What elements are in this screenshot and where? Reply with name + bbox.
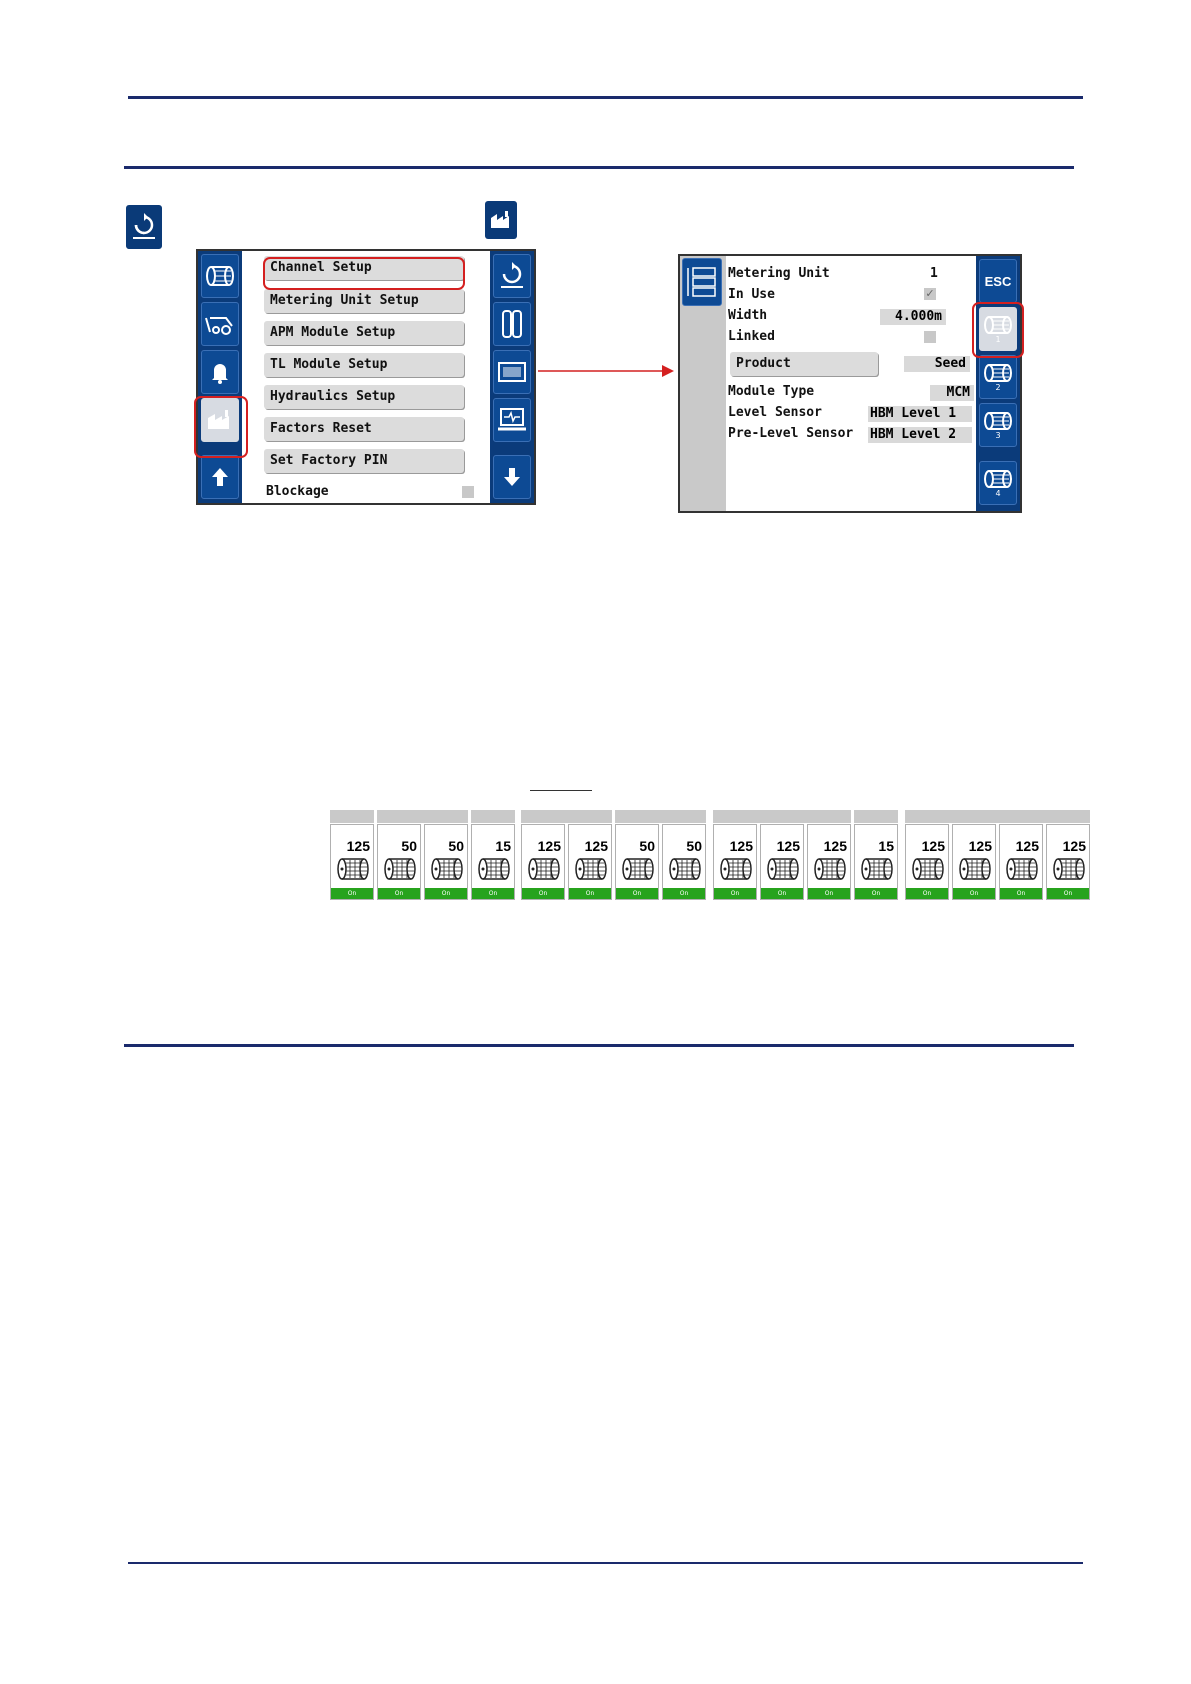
tile-2-2 [568, 824, 612, 900]
tile-value: 125 [776, 838, 800, 854]
arrow-up-button[interactable] [201, 455, 239, 499]
metering-roller-icon [336, 857, 370, 885]
unit-4-number: 4 [995, 488, 1001, 498]
metering-roller-icon [958, 857, 992, 885]
group-2-header-a [521, 810, 612, 823]
highlight-factory-button [194, 396, 248, 458]
footer-rule [128, 1562, 1083, 1564]
tile-status: On [472, 888, 514, 899]
metering-unit-label: Metering Unit [728, 266, 830, 281]
group-3-header-b [854, 810, 898, 823]
menu-hydraulics-setup[interactable]: Hydraulics Setup [264, 385, 464, 409]
product-label: Product [736, 356, 791, 371]
tile-4-1 [905, 824, 949, 900]
tile-3-1 [713, 824, 757, 900]
level-sensor-label: Level Sensor [728, 405, 822, 420]
tile-value: 125 [584, 838, 608, 854]
tile-status: On [855, 888, 897, 899]
group-1-header-c [471, 810, 515, 823]
blockage-checkbox[interactable] [462, 486, 474, 498]
tile-1-4 [471, 824, 515, 900]
in-use-checkbox[interactable]: ✓ [925, 287, 935, 300]
metering-roller-icon [1005, 857, 1039, 885]
esc-button[interactable] [979, 259, 1017, 303]
menu-set-factory-pin[interactable]: Set Factory PIN [264, 449, 464, 473]
tile-1-2 [377, 824, 421, 900]
tile-value: 125 [1015, 838, 1039, 854]
display-button[interactable] [493, 350, 531, 394]
group-2-header-b [615, 810, 706, 823]
recirculate-icon [126, 205, 162, 249]
tile-2-4 [662, 824, 706, 900]
tile-2-1 [521, 824, 565, 900]
tile-status: On [1047, 888, 1089, 899]
group-3-header-a [713, 810, 851, 823]
tile-status: On [425, 888, 467, 899]
module-type-label: Module Type [728, 384, 815, 399]
metering-roller-icon [527, 857, 561, 885]
blockage-label: Blockage [266, 484, 329, 499]
header-rule [128, 96, 1083, 99]
tile-value: 50 [639, 838, 655, 854]
metering-roller-icon [911, 857, 945, 885]
tile-status: On [331, 888, 373, 899]
unit-3-number: 3 [995, 430, 1001, 440]
tile-4-3 [999, 824, 1043, 900]
unit-2-button[interactable] [979, 355, 1017, 399]
tile-4-4 [1046, 824, 1090, 900]
metering-unit-value: 1 [930, 266, 938, 281]
layout-button[interactable] [682, 258, 722, 306]
tile-status: On [663, 888, 705, 899]
pre-level-sensor-value[interactable]: HBM Level 2 [868, 427, 972, 443]
alarm-bell-button[interactable] [201, 350, 239, 394]
metering-roller-icon [574, 857, 608, 885]
metering-roller-icon [1052, 857, 1086, 885]
metering-roller-icon [668, 857, 702, 885]
product-value: Seed [904, 356, 970, 372]
menu-channel-setup[interactable]: Channel Setup [264, 256, 464, 280]
unit-3-button[interactable] [979, 403, 1017, 447]
units-sidebar [976, 256, 1020, 511]
tile-2-3 [615, 824, 659, 900]
pre-level-sensor-label: Pre-Level Sensor [728, 426, 854, 441]
width-value[interactable]: 4.000m [880, 309, 946, 325]
linked-label: Linked [728, 329, 775, 344]
metering-roller-icon [813, 857, 847, 885]
tile-value: 125 [921, 838, 945, 854]
section-rule-top [124, 166, 1074, 169]
tile-value: 125 [1062, 838, 1086, 854]
tile-status: On [714, 888, 756, 899]
tile-3-4 [854, 824, 898, 900]
highlight-channel-setup [263, 257, 465, 290]
group-1-header-b [377, 810, 468, 823]
metering-roller-icon [719, 857, 753, 885]
menu-apm-module-setup[interactable]: APM Module Setup [264, 321, 464, 345]
linked-checkbox[interactable] [924, 331, 936, 343]
left-panel [680, 256, 726, 511]
unit-4-button[interactable] [979, 461, 1017, 505]
section-rule-bottom [124, 1044, 1074, 1047]
metering-roller-icon [621, 857, 655, 885]
monitor-button[interactable] [493, 398, 531, 442]
tile-value: 125 [968, 838, 992, 854]
tile-status: On [808, 888, 850, 899]
group-1-header-a [330, 810, 374, 823]
tile-value: 50 [401, 838, 417, 854]
tile-status: On [953, 888, 995, 899]
metering-roller-icon [430, 857, 464, 885]
tile-status: On [522, 888, 564, 899]
metering-roller-button[interactable] [201, 254, 239, 298]
tile-status: On [378, 888, 420, 899]
tile-value: 125 [537, 838, 561, 854]
esc-label: ESC [984, 273, 1012, 289]
tile-value: 50 [448, 838, 464, 854]
tile-value: 50 [686, 838, 702, 854]
tile-status: On [761, 888, 803, 899]
tile-value: 15 [495, 838, 511, 854]
tile-value: 125 [346, 838, 370, 854]
channel-setup-screen [678, 254, 1022, 513]
tile-4-2 [952, 824, 996, 900]
tile-status: On [1000, 888, 1042, 899]
metering-unit-strip [330, 810, 1090, 897]
tile-status: On [906, 888, 948, 899]
product-button[interactable] [730, 352, 878, 376]
tile-3-3 [807, 824, 851, 900]
factory-icon [485, 201, 517, 239]
underline-mark [530, 790, 592, 791]
recirculate-button[interactable] [493, 254, 531, 298]
tile-1-1 [330, 824, 374, 900]
tile-value: 125 [823, 838, 847, 854]
tile-status: On [616, 888, 658, 899]
metering-roller-icon [860, 857, 894, 885]
unit-1-number: 1 [995, 334, 1001, 344]
tile-value: 15 [878, 838, 894, 854]
tile-3-2 [760, 824, 804, 900]
metering-roller-icon [766, 857, 800, 885]
highlight-unit-1 [972, 302, 1024, 358]
module-type-value: MCM [930, 385, 974, 401]
left-sidebar [198, 251, 242, 503]
connector-arrow [538, 362, 674, 374]
seeder-button[interactable] [201, 302, 239, 346]
menu-metering-unit-setup[interactable]: Metering Unit Setup [264, 289, 464, 313]
level-sensor-value[interactable]: HBM Level 1 [868, 406, 972, 422]
in-use-label: In Use [728, 287, 775, 302]
right-sidebar [490, 251, 534, 503]
tile-status: On [569, 888, 611, 899]
metering-roller-icon [383, 857, 417, 885]
group-4-header [905, 810, 1090, 823]
menu-factors-reset[interactable]: Factors Reset [264, 417, 464, 441]
tile-1-3 [424, 824, 468, 900]
tank-button[interactable] [493, 302, 531, 346]
unit-2-number: 2 [995, 382, 1001, 392]
width-label: Width [728, 308, 768, 323]
metering-roller-icon [477, 857, 511, 885]
arrow-down-button[interactable] [493, 455, 531, 499]
tile-value: 125 [729, 838, 753, 854]
menu-tl-module-setup[interactable]: TL Module Setup [264, 353, 464, 377]
